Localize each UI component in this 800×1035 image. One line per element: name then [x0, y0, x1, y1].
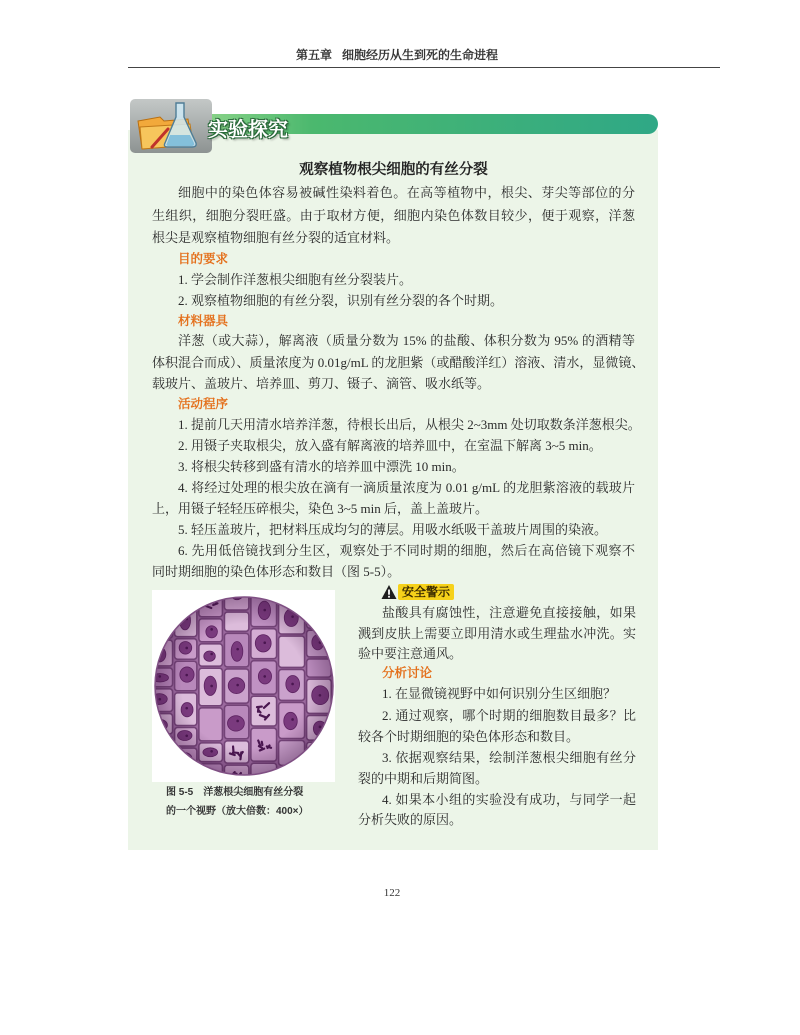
onion-root-tip-micrograph — [152, 590, 335, 782]
procedure-step: 1. 提前几天用清水培养洋葱，待根长出后，从根尖 2~3mm 处切取数条洋葱根尖。 — [178, 417, 641, 432]
safety-line: 溅到皮肤上需要立即用清水或生理盐水冲洗。实 — [358, 626, 636, 641]
figure-caption: 图 5-5 洋葱根尖细胞有丝分裂 — [166, 787, 304, 798]
warning-triangle-icon — [381, 584, 397, 600]
discussion-item: 4. 如果本小组的实验没有成功，与同学一起 — [382, 792, 636, 807]
objective-item: 1. 学会制作洋葱根尖细胞有丝分裂装片。 — [178, 272, 413, 287]
procedure-step: 上，用镊子轻轻压碎根尖，染色 3~5 min 后，盖上盖玻片。 — [152, 501, 489, 516]
intro-line: 细胞中的染色体容易被碱性染料着色。在高等植物中，根尖、芽尖等部位的分 — [178, 185, 635, 200]
header-rule — [128, 67, 720, 68]
chapter-title: 细胞经历从生到死的生命进程 — [342, 48, 499, 62]
materials-line: 载玻片、盖玻片、培养皿、剪刀、镊子、滴管、吸水纸等。 — [152, 376, 491, 391]
procedure-heading: 活动程序 — [178, 396, 229, 411]
lab-flask-icon — [130, 99, 212, 153]
discussion-item: 3. 依据观察结果，绘制洋葱根尖细胞有丝分 — [382, 750, 636, 765]
intro-line: 生组织，细胞分裂旺盛。由于取材方便，细胞内染色体数目较少，便于观察，洋葱 — [152, 208, 635, 223]
materials-line: 体积混合而成）、质量浓度为 0.01g/mL 的龙胆紫（或醋酸洋红）溶液、清水，显微镜、 — [152, 355, 645, 370]
discussion-item: 分析失败的原因。 — [358, 812, 463, 827]
discussion-item: 较各个时期细胞的染色体形态和数目。 — [358, 729, 580, 744]
discussion-heading: 分析讨论 — [382, 665, 433, 680]
safety-line: 验中要注意通风。 — [358, 646, 463, 661]
discussion-item: 1. 在显微镜视野中如何识别分生区细胞？ — [382, 686, 617, 701]
intro-line: 根尖是观察植物细胞有丝分裂的适宜材料。 — [152, 230, 400, 245]
procedure-step: 6. 先用低倍镜找到分生区，观察处于不同时期的细胞，然后在高倍镜下观察不 — [178, 543, 635, 558]
procedure-step: 2. 用镊子夹取根尖，放入盛有解离液的培养皿中，在室温下解离 3~5 min。 — [178, 438, 602, 453]
banner-label: 实验探究 — [208, 117, 288, 141]
page-number: 122 — [383, 887, 401, 899]
procedure-step: 同时期细胞的染色体形态和数目（图 5-5）。 — [152, 564, 401, 579]
safety-heading: 安全警示 — [398, 584, 454, 600]
discussion-item: 裂的中期和后期简图。 — [358, 771, 489, 786]
procedure-step: 5. 轻压盖玻片，把材料压成均匀的薄层。用吸水纸吸干盖玻片周围的染液。 — [178, 522, 608, 537]
materials-heading: 材料器具 — [178, 313, 229, 328]
discussion-item: 2. 通过观察，哪个时期的细胞数目最多？比 — [382, 708, 636, 723]
procedure-step: 4. 将经过处理的根尖放在滴有一滴质量浓度为 0.01 g/mL 的龙胆紫溶液的载玻片 — [178, 480, 635, 495]
objectives-heading: 目的要求 — [178, 251, 229, 266]
running-header — [296, 46, 506, 64]
chapter-number: 第五章 — [296, 48, 333, 62]
procedure-step: 3. 将根尖转移到盛有清水的培养皿中漂洗 10 min。 — [178, 459, 465, 474]
experiment-title: 观察植物根尖细胞的有丝分裂 — [299, 162, 488, 178]
objective-item: 2. 观察植物细胞的有丝分裂，识别有丝分裂的各个时期。 — [178, 293, 504, 308]
figure-caption: 的一个视野（放大倍数：400×） — [166, 806, 309, 817]
materials-line: 洋葱（或大蒜），解离液（质量分数为 15% 的盐酸、体积分数为 95% 的酒精等 — [178, 333, 635, 348]
safety-line: 盐酸具有腐蚀性，注意避免直接接触，如果 — [382, 605, 636, 620]
